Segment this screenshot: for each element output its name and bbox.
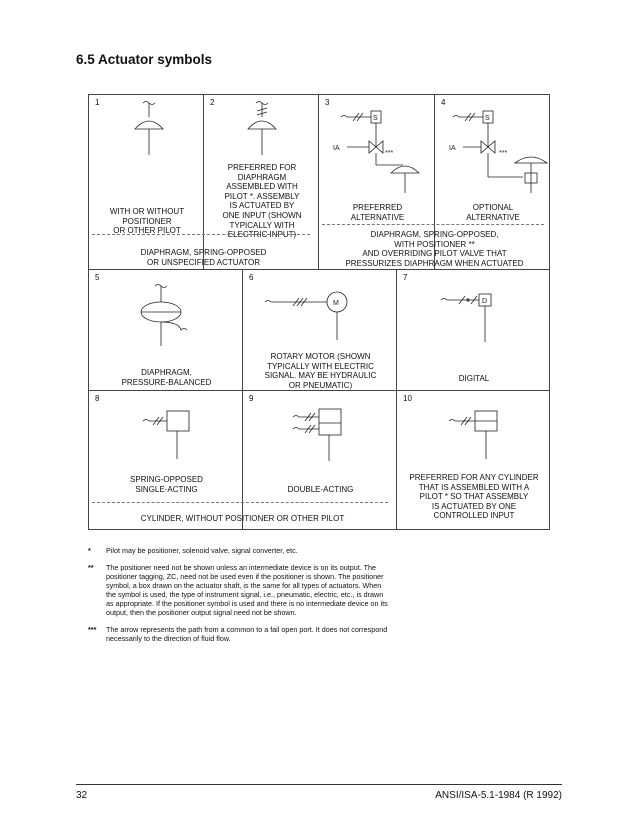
cell-9 — [242, 390, 397, 530]
ia-label: IA — [333, 145, 340, 152]
ia-label: IA — [449, 145, 456, 152]
motor-label: M — [333, 300, 339, 307]
cell-number: 6 — [249, 273, 254, 282]
footnote-text: The arrow represents the path from a common to a fail open port. It does not correspond necessarily to the direction of fluid flow. — [106, 625, 388, 643]
actuator-symbol-table — [88, 94, 550, 530]
section-title: 6.5 Actuator symbols — [76, 52, 213, 67]
footnote — [88, 625, 388, 643]
stars-label: *** — [499, 150, 508, 157]
footnote-marker: * — [88, 546, 91, 555]
page-number: 32 — [76, 790, 88, 801]
solenoid-label: S — [373, 115, 378, 122]
cell-number: 3 — [325, 98, 330, 107]
cell-caption: SPRING-OPPOSED SINGLE-ACTING — [130, 475, 203, 494]
cell-number: 5 — [95, 273, 100, 282]
footnote — [88, 563, 388, 617]
cell-7 — [396, 269, 550, 391]
group-caption-row3-left: CYLINDER, WITHOUT POSITIONER OR OTHER PILOT — [140, 514, 345, 523]
stars-label: *** — [385, 150, 394, 157]
digital-label: D — [482, 298, 488, 305]
rotary-motor-icon — [259, 284, 389, 354]
footnote-marker: ** — [88, 563, 94, 572]
pilot-valve-override-icon — [333, 107, 433, 197]
divider-dash — [322, 224, 544, 225]
pressure-balanced-diaphragm-icon — [139, 280, 209, 360]
cylinder-with-pilot-icon — [445, 409, 525, 469]
cell-1 — [88, 94, 204, 270]
cell-number: 10 — [403, 394, 412, 403]
diaphragm-actuator-icon — [119, 97, 179, 157]
digital-actuator-icon — [437, 290, 547, 350]
pilot-valve-optional-icon — [445, 107, 551, 197]
cell-number: 8 — [95, 394, 100, 403]
single-acting-cylinder-icon — [139, 409, 219, 469]
solenoid-label: S — [485, 115, 490, 122]
cell-5 — [88, 269, 243, 391]
footnote-marker: *** — [88, 625, 97, 634]
group-caption-row1-left: DIAPHRAGM, SPRING-OPPOSED OR UNSPECIFIED ACTUATOR — [140, 248, 267, 267]
cell-number: 7 — [403, 273, 408, 282]
footnote — [88, 546, 388, 555]
divider-dash — [92, 502, 388, 503]
footnote-text: Pilot may be positioner, solenoid valve, signal converter, etc. — [106, 546, 298, 555]
diaphragm-with-pilot-icon — [232, 97, 292, 157]
double-acting-cylinder-icon — [291, 407, 371, 471]
footer-rule — [76, 784, 562, 785]
cell-caption: OPTIONAL ALTERNATIVE — [466, 203, 520, 222]
cell-caption: PREFERRED FOR DIAPHRAGM ASSEMBLED WITH PILOT *. ASSEMBLY IS ACTUATED BY ONE INPUT (SHOWN TYPICALLY WITH ELECTRIC INPUT) — [222, 163, 302, 240]
cell-caption: DOUBLE-ACTING — [287, 485, 354, 494]
cell-2 — [203, 94, 319, 270]
cell-caption: WITH OR WITHOUT POSITIONER OR OTHER PILOT — [109, 207, 185, 236]
cell-number: 4 — [441, 98, 446, 107]
cell-number: 1 — [95, 98, 100, 107]
divider-dash — [92, 234, 310, 235]
footnote-text: The positioner need not be shown unless an intermediate device is on its output. The positioner tagging, ZC, need not be used even if the positioner is shown. The positioner symbol, a box drawn on the actuator shaft, is the same for all types of actuators. When the symbol is used, the type of instrument signal, i.e., pneumatic, electric, etc., is drawn as appropriate. If the positioner symbol is used and there is no intermediate device on its output, then the positioner output signal need not be shown. — [106, 563, 388, 617]
cell-8 — [88, 390, 243, 530]
cell-caption: PREFERRED FOR ANY CYLINDER THAT IS ASSEMBLED WITH A PILOT * SO THAT ASSEMBLY IS ACTUATED BY ONE CONTROLLED INPUT — [409, 473, 539, 521]
cell-caption: PREFERRED ALTERNATIVE — [350, 203, 405, 222]
cell-10 — [396, 390, 550, 530]
group-caption-row1-right: DIAPHRAGM, SPRING-OPPOSED, WITH POSITIONER ** AND OVERRIDING PILOT VALVE THAT PRESSURIZES DIAPHRAGM WHEN ACTUATED — [345, 230, 524, 268]
cell-caption: ROTARY MOTOR (SHOWN TYPICALLY WITH ELECTRIC SIGNAL. MAY BE HYDRAULIC OR PNEUMATIC) — [264, 352, 377, 390]
cell-number: 2 — [210, 98, 215, 107]
standard-reference: ANSI/ISA-5.1-1984 (R 1992) — [435, 790, 562, 801]
cell-6 — [242, 269, 397, 391]
cell-caption: DIAPHRAGM, PRESSURE-BALANCED — [121, 368, 212, 387]
cell-caption: DIGITAL — [458, 374, 490, 383]
footnotes — [88, 546, 388, 651]
cell-number: 9 — [249, 394, 254, 403]
